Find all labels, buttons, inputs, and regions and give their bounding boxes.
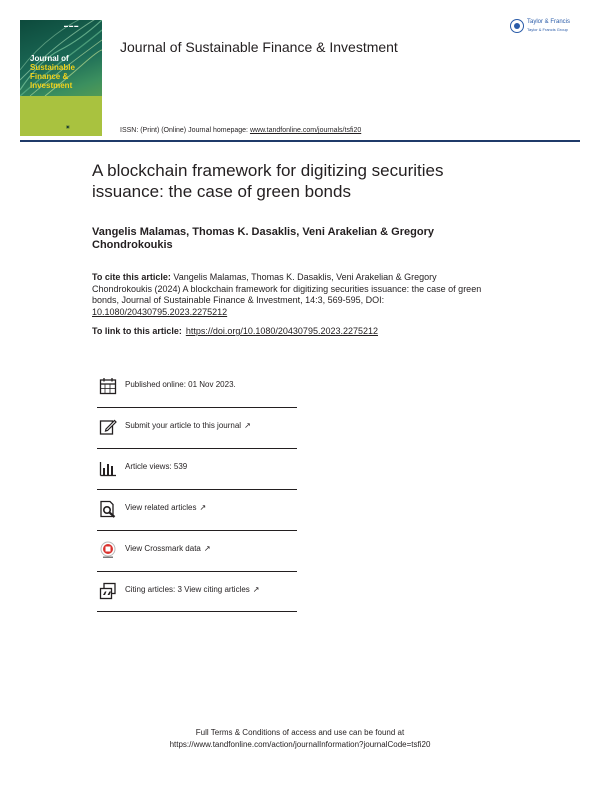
cite-doi-link[interactable]: 10.1080/20430795.2023.2275212 — [92, 306, 228, 317]
taylor-francis-logo[interactable] — [510, 17, 582, 37]
external-link-icon: ↗ — [199, 503, 207, 512]
crossmark-label[interactable]: View Crossmark data ↗ — [125, 544, 211, 553]
article-views-label: Article views: 539 — [125, 462, 188, 471]
related-articles-label[interactable]: View related articles ↗ — [125, 503, 207, 512]
publisher-logo-icon — [510, 19, 524, 33]
link-label: To link to this article: — [92, 326, 182, 336]
footer — [0, 727, 600, 751]
external-link-icon: ↗ — [244, 421, 251, 430]
published-online-row — [97, 367, 297, 407]
row-divider — [97, 611, 297, 612]
related-articles-row[interactable] — [97, 490, 297, 530]
submit-article-label[interactable]: Submit your article to this journal ↗ — [125, 421, 251, 430]
cite-label: To cite this article: — [92, 272, 171, 282]
citing-articles-row[interactable] — [97, 572, 297, 612]
search-document-icon — [99, 500, 117, 518]
submit-article-row[interactable] — [97, 408, 297, 448]
calendar-icon — [99, 377, 117, 395]
published-online-label: Published online: 01 Nov 2023. — [125, 380, 236, 389]
footer-terms-text: Full Terms & Conditions of access and use can be found at — [195, 728, 405, 737]
article-title: A blockchain framework for digitizing securities issuance: the case of green bonds — [92, 161, 444, 201]
citing-articles-label[interactable]: Citing articles: 3 View citing articles ↗ — [125, 585, 260, 594]
issn-prefix: ISSN: (Print) (Online) Journal homepage: — [120, 127, 250, 134]
cover-artwork — [20, 20, 102, 96]
cover-bottom-band — [20, 96, 102, 136]
article-views-row — [97, 449, 297, 489]
citation-block — [92, 272, 482, 318]
external-link-icon: ↗ — [203, 544, 211, 553]
journal-cover — [20, 20, 102, 136]
issn-line — [120, 127, 361, 134]
publisher-subname: Taylor & Francis Group — [527, 27, 568, 32]
crossmark-icon — [99, 541, 117, 559]
crossmark-row[interactable] — [97, 531, 297, 571]
article-doi-link[interactable]: https://doi.org/10.1080/20430795.2023.2275212 — [185, 326, 379, 336]
edit-icon — [99, 418, 117, 436]
cover-title: Journal of Sustainable Finance & Investment — [30, 54, 75, 90]
citing-icon — [99, 582, 117, 600]
cover-volume-info: ▬ ▬ ▬ — [64, 23, 79, 28]
journal-title: Journal of Sustainable Finance & Investment — [120, 39, 398, 55]
journal-homepage-link[interactable]: www.tandfonline.com/journals/tsfi20 — [249, 127, 362, 134]
bar-chart-icon — [99, 459, 117, 477]
publisher-name: Taylor & Francis — [527, 19, 571, 25]
header-divider — [20, 140, 580, 142]
cover-publisher-mark: ▣ — [66, 124, 70, 129]
article-link-line — [92, 326, 378, 336]
footer-terms-link[interactable]: https://www.tandfonline.com/action/journalInformation?journalCode=tsfi20 — [169, 740, 431, 749]
external-link-icon: ↗ — [252, 585, 260, 594]
article-authors: Vangelis Malamas, Thomas K. Dasaklis, Veni Arakelian & Gregory Chondrokoukis — [92, 226, 434, 251]
cite-text: Vangelis Malamas, Thomas K. Dasaklis, Veni Arakelian & Gregory Chondrokoukis (2024) A blockchain framework for digitizing securities issuance: the case of green bonds, Journal of Sustainable Finance & Investment, 14:3, 569-595, DOI: — [92, 272, 482, 305]
